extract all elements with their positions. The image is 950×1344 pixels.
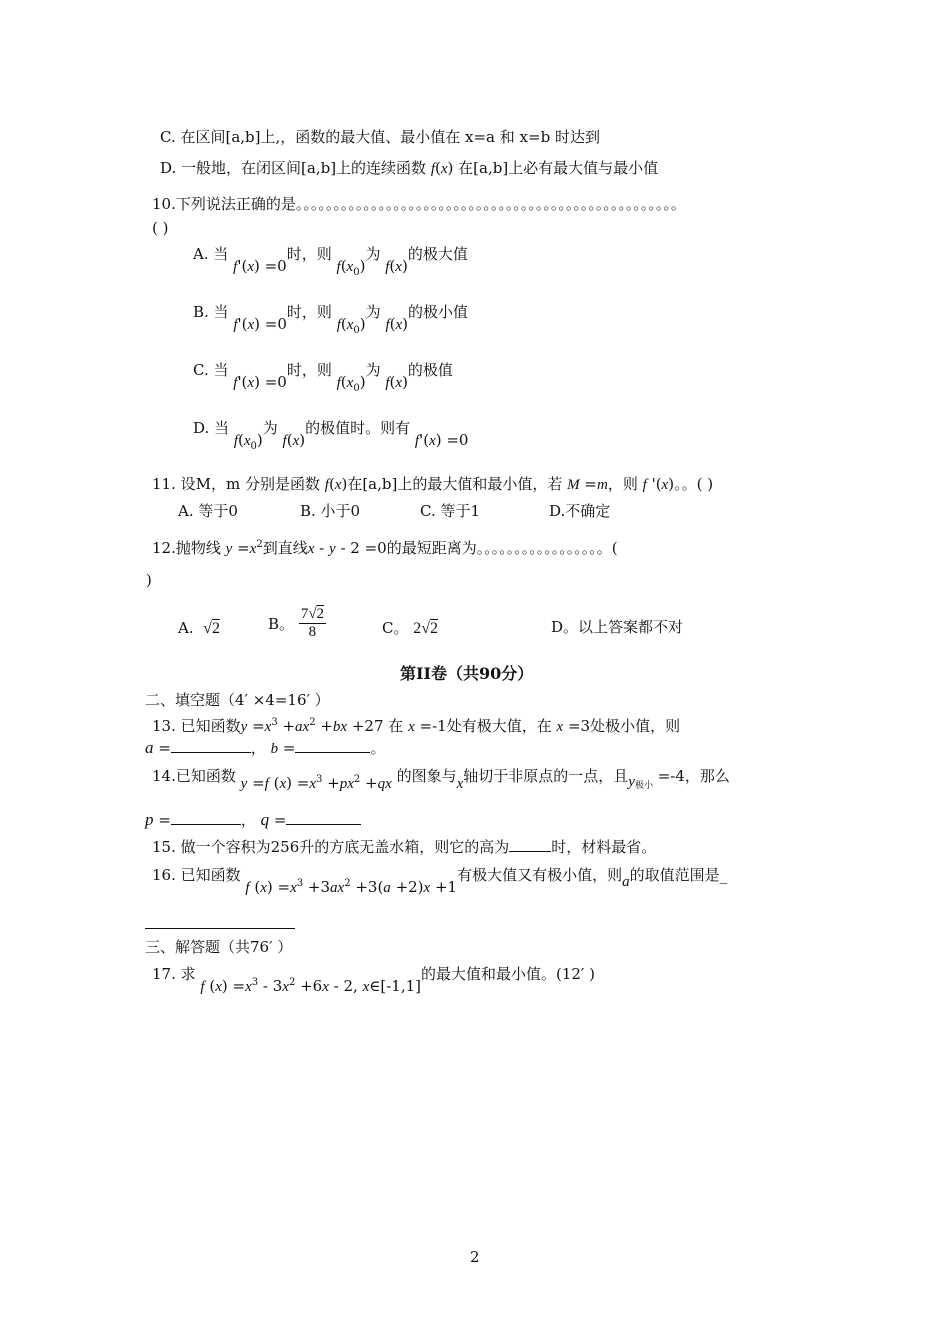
q12-option-d: D。以上答案都不对 (551, 618, 684, 636)
q13-answers: a = ， b = 。 (145, 738, 386, 757)
page-number: 2 (470, 1248, 480, 1266)
q14-blank-p[interactable] (171, 810, 241, 825)
q12-option-b: B。 $\frac{7√2}{8}$ (268, 606, 325, 640)
q10-stem: 10.下列说法正确的是。。。。。。。。。。。。。。。。。。。。。。。。。。。。。。。。。。。。。。。。。。。。。。。。。。。 (152, 195, 686, 213)
q14-stem: 14.已知函数 y =f $(x) =x^3 +px^2 +qx$ 的图象与x轴切于非原点的一点，且$y_{极小} =-4$，那么 (152, 767, 730, 792)
section-3-heading: 三、解答题（共76′ ） (145, 938, 293, 956)
q11-option-b: B. 小于0 (300, 502, 361, 520)
q14-answers: p = ， q = (145, 810, 361, 830)
q11-option-c: C. 等于1 (420, 502, 481, 520)
q17-stem: 17. 求 f $(x) =x^3 - 3x^2 +6x - 2$, x∈[-1,1]的最大值和最小值。(12′ ) (152, 965, 595, 995)
q10-paren: ( ) (152, 219, 169, 237)
q14-blank-q[interactable] (286, 810, 361, 825)
q10-option-a: A. 当 f'(x) =0时，则 $f(x_0)$为 f(x)的极大值 (193, 245, 468, 278)
q9-option-d: D. 一般地，在闭区间[a,b]上的连续函数 f(x) 在[a,b]上必有最大值与最小值 (160, 159, 659, 177)
q12-paren-close: ) (146, 571, 152, 589)
q15-blank[interactable] (509, 837, 551, 852)
q10-option-d: D. 当 $f(x_0)$为 f(x)的极值时。则有 f'(x) =0 (193, 419, 469, 452)
q15-stem: 15. 做一个容积为256升的方底无盖水箱，则它的高为 时，材料最省。 (152, 838, 657, 856)
q16-blank-continued[interactable] (145, 910, 295, 929)
section-2-heading: 二、填空题（4′ ×4=16′ ） (145, 691, 330, 709)
q13-blank-a[interactable] (171, 738, 251, 753)
q12-option-c: C。 2√2 (382, 619, 439, 637)
q13-blank-b[interactable] (295, 738, 370, 753)
q10-option-b: B. 当 f'(x) =0时，则 $f(x_0)$为 f(x)的极小值 (193, 303, 469, 336)
q12-option-a: A. √2 (178, 619, 220, 637)
q9-option-c: C. 在区间[a,b]上,，函数的最大值、最小值在 x=a 和 x=b 时达到 (160, 128, 600, 146)
q10-option-c: C. 当 f'(x) =0时，则 $f(x_0)$为 f(x)的极值 (193, 361, 453, 394)
q11-stem: 11. 设M，m 分别是函数 f(x)在[a,b]上的最大值和最小值，若 M =m，则 f '(x)。。( ) (152, 475, 714, 493)
part2-title: 第II卷（共90分） (400, 664, 534, 683)
q13-stem: 13. 已知函数$y =x^3 +ax^2 +bx +27$ 在 x =-1处有极大值，在 x =3处极小值，则 (152, 717, 681, 735)
q11-option-d: D.不确定 (549, 502, 611, 520)
q16-stem: 16. 已知函数 f $(x) =x^3 +3ax^2 +3(a +2)x +1$有极大值又有极小值，则a的取值范围是_ (152, 866, 728, 896)
q11-option-a: A. 等于0 (178, 502, 238, 520)
q12-stem: 12.抛物线 $y =x^2$到直线x - y - 2 =0的最短距离为。。。。。。。。。。。。。。。。。( (152, 539, 618, 557)
